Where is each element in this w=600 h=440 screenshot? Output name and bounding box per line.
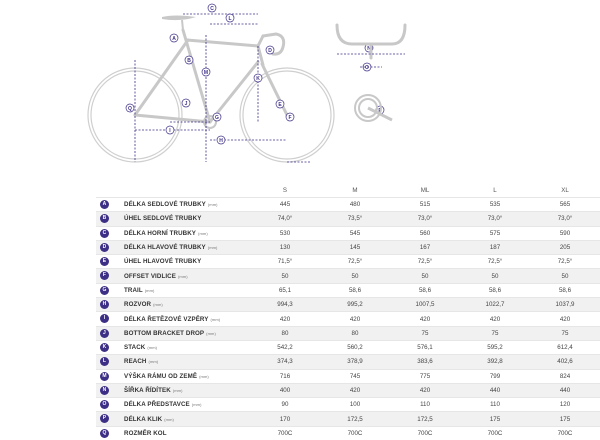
row-value: 400 [250, 383, 320, 397]
size-header: XL [561, 186, 569, 194]
dim-label-f [286, 113, 294, 121]
row-value: 420 [320, 383, 390, 397]
row-value: 420 [460, 312, 530, 326]
svg-text:G: G [215, 114, 219, 121]
svg-text:L: L [228, 15, 232, 22]
row-unit: (mm) [177, 273, 188, 279]
row-name: DÉLKA ŘETĚZOVÉ VZPĚRY [124, 315, 209, 323]
row-unit: (mm) [210, 316, 221, 322]
row-name: TRAIL [124, 286, 143, 294]
geometry-table [96, 183, 600, 440]
row-unit: (mm) [191, 402, 202, 408]
row-name: DÉLKA HORNÍ TRUBKY [124, 229, 197, 237]
dim-label-a [170, 34, 178, 42]
svg-text:Q: Q [128, 105, 132, 112]
row-letter-badge: A [100, 200, 109, 209]
row-name: DÉLKA HLAVOVÉ TRUBKY [124, 244, 206, 252]
row-value: 392,8 [460, 355, 530, 369]
row-label [96, 255, 250, 269]
dim-label-h [217, 136, 225, 144]
row-value: 75 [460, 326, 530, 340]
row-name: ROZMĚR KOL [124, 429, 167, 437]
bike-geometry-diagram [0, 0, 600, 182]
svg-text:M: M [203, 69, 209, 76]
crankset-view [355, 95, 392, 121]
row-name: REACH [124, 358, 147, 366]
row-value: 172,5 [390, 412, 460, 426]
dim-label-b [185, 56, 193, 64]
row-value: 110 [460, 398, 530, 412]
row-value: 65,1 [250, 283, 320, 297]
dim-label-q [126, 104, 134, 112]
saddle [162, 16, 196, 21]
row-name: ÚHEL HLAVOVÉ TRUBKY [124, 258, 202, 266]
row-letter-badge: P [100, 414, 109, 423]
row-value: 575 [460, 226, 530, 240]
row-value: 71,5° [250, 255, 320, 269]
row-value: 205 [530, 240, 600, 254]
row-letter-badge: F [100, 271, 109, 280]
size-header: S [282, 186, 288, 194]
row-value: 775 [390, 369, 460, 383]
row-value: 716 [250, 369, 320, 383]
row-value: 80 [320, 326, 390, 340]
row-value: 420 [530, 312, 600, 326]
dim-label-d [266, 46, 274, 54]
row-value: 72,5° [390, 255, 460, 269]
row-unit: (mm) [144, 287, 155, 293]
table-row [96, 312, 600, 326]
row-value: 50 [530, 269, 600, 283]
bike-frame [135, 30, 287, 122]
svg-text:C: C [210, 5, 214, 12]
row-label [96, 298, 250, 312]
row-unit: (mm) [147, 345, 158, 351]
row-label [96, 383, 250, 397]
row-value: 378,9 [320, 355, 390, 369]
row-value: 1007,5 [390, 298, 460, 312]
row-name: BOTTOM BRACKET DROP [124, 329, 205, 337]
row-label [96, 326, 250, 340]
row-name: STACK [124, 344, 146, 352]
handlebar-top-view [337, 25, 405, 58]
row-unit: (mm) [153, 302, 163, 308]
dim-label-m [202, 68, 210, 76]
row-value: 700C [390, 426, 460, 440]
svg-text:F: F [288, 114, 292, 121]
row-value: 700C [530, 426, 600, 440]
row-value: 172,5 [320, 412, 390, 426]
row-value: 73,0° [390, 212, 460, 226]
row-value: 383,6 [390, 355, 460, 369]
row-label [96, 398, 250, 412]
row-value: 58,6 [390, 283, 460, 297]
row-label [96, 355, 250, 369]
row-label [96, 283, 250, 297]
table-row [96, 240, 600, 254]
row-letter-badge: M [100, 372, 109, 381]
row-value: 50 [320, 269, 390, 283]
row-value: 542,2 [250, 340, 320, 354]
dim-label-l [226, 14, 234, 22]
row-unit: (mm) [148, 359, 159, 365]
svg-text:E: E [278, 101, 282, 108]
row-name: VÝŠKA RÁMU OD ZEMĚ [124, 372, 198, 380]
row-value: 535 [460, 198, 530, 212]
row-unit: (mm) [164, 416, 174, 422]
row-label [96, 369, 250, 383]
row-label [96, 340, 250, 354]
row-value: 590 [530, 226, 600, 240]
dim-label-k [254, 74, 262, 82]
row-name: DÉLKA KLIK [124, 415, 163, 423]
row-value: 58,6 [320, 283, 390, 297]
row-value: 445 [250, 198, 320, 212]
row-unit: (mm) [207, 202, 218, 208]
row-letter-badge: D [100, 243, 109, 252]
row-value: 187 [460, 240, 530, 254]
svg-text:D: D [268, 47, 272, 54]
row-value: 545 [320, 226, 390, 240]
row-value: 100 [320, 398, 390, 412]
row-value: 1022,7 [460, 298, 530, 312]
table-row [96, 326, 600, 340]
table-row [96, 398, 600, 412]
table-row [96, 226, 600, 240]
row-value: 75 [530, 326, 600, 340]
svg-text:J: J [184, 100, 188, 107]
table-row [96, 340, 600, 354]
table-row [96, 283, 600, 297]
row-name: DÉLKA SEDLOVÉ TRUBKY [124, 201, 206, 209]
row-letter-badge: E [100, 257, 109, 266]
row-value: 745 [320, 369, 390, 383]
size-header-row [96, 183, 600, 198]
geometry-table-body [96, 198, 600, 440]
row-value: 50 [250, 269, 320, 283]
row-value: 995,2 [320, 298, 390, 312]
row-label [96, 312, 250, 326]
row-letter-badge: C [100, 229, 109, 238]
row-unit: (mm) [199, 373, 209, 379]
svg-text:O: O [365, 64, 369, 71]
row-value: 170 [250, 412, 320, 426]
row-label [96, 426, 250, 440]
svg-text:N: N [367, 45, 371, 52]
row-value: 130 [250, 240, 320, 254]
row-letter-badge: L [100, 357, 109, 366]
row-value: 824 [530, 369, 600, 383]
row-value: 58,6 [530, 283, 600, 297]
size-header: M [352, 186, 358, 194]
row-value: 73,0° [530, 212, 600, 226]
dim-label-c [208, 4, 216, 12]
row-value: 994,3 [250, 298, 320, 312]
svg-text:A: A [172, 35, 176, 42]
row-letter-badge: K [100, 343, 109, 352]
row-value: 530 [250, 226, 320, 240]
table-row [96, 426, 600, 440]
row-label [96, 240, 250, 254]
row-value: 72,5° [320, 255, 390, 269]
row-value: 420 [250, 312, 320, 326]
table-row [96, 383, 600, 397]
row-letter-badge: N [100, 386, 109, 395]
dim-label-i [166, 126, 174, 134]
row-label [96, 212, 250, 226]
row-value: 73,5° [320, 212, 390, 226]
row-unit: (mm) [206, 330, 216, 336]
svg-text:B: B [187, 57, 191, 64]
row-value: 72,5° [460, 255, 530, 269]
size-header: ML [420, 186, 430, 194]
row-letter-badge: H [100, 300, 109, 309]
dim-label-g [213, 113, 221, 121]
row-value: 74,0° [250, 212, 320, 226]
row-unit: (mm) [207, 245, 218, 251]
row-value: 50 [390, 269, 460, 283]
table-row [96, 212, 600, 226]
row-label [96, 198, 250, 212]
row-letter-badge: J [100, 329, 109, 338]
row-value: 420 [320, 312, 390, 326]
dim-label-e [276, 100, 284, 108]
row-name: ŠÍŘKA ŘÍDÍTEK [124, 387, 171, 394]
row-value: 700C [460, 426, 530, 440]
row-name: ÚHEL SEDLOVÉ TRUBKY [124, 215, 202, 223]
row-letter-badge: B [100, 214, 109, 223]
row-label [96, 226, 250, 240]
dim-label-j [182, 99, 190, 107]
row-value: 58,6 [460, 283, 530, 297]
row-value: 440 [460, 383, 530, 397]
row-value: 515 [390, 198, 460, 212]
table-row [96, 255, 600, 269]
row-name: DÉLKA PŘEDSTAVCE [124, 401, 190, 409]
row-value: 73,0° [460, 212, 530, 226]
row-value: 175 [530, 412, 600, 426]
size-header: L [493, 186, 497, 194]
table-row [96, 298, 600, 312]
row-unit: (mm) [198, 230, 208, 236]
row-value: 175 [460, 412, 530, 426]
row-name: ROZVOR [124, 301, 152, 309]
row-value: 145 [320, 240, 390, 254]
row-value: 560 [390, 226, 460, 240]
row-value: 50 [460, 269, 530, 283]
row-letter-badge: I [100, 314, 109, 323]
row-value: 799 [460, 369, 530, 383]
row-value: 420 [390, 383, 460, 397]
row-value: 480 [320, 198, 390, 212]
row-value: 576,1 [390, 340, 460, 354]
row-value: 612,4 [530, 340, 600, 354]
table-row [96, 412, 600, 426]
row-label [96, 412, 250, 426]
row-value: 1037,9 [530, 298, 600, 312]
svg-text:I: I [169, 127, 171, 134]
row-value: 167 [390, 240, 460, 254]
svg-text:K: K [256, 75, 260, 82]
row-value: 402,6 [530, 355, 600, 369]
row-letter-badge: O [100, 400, 109, 409]
row-value: 440 [530, 383, 600, 397]
row-value: 90 [250, 398, 320, 412]
svg-text:H: H [219, 137, 223, 144]
row-value: 80 [250, 326, 320, 340]
row-value: 374,3 [250, 355, 320, 369]
row-value: 595,2 [460, 340, 530, 354]
row-label [96, 269, 250, 283]
row-value: 700C [320, 426, 390, 440]
row-value: 110 [390, 398, 460, 412]
row-value: 700C [250, 426, 320, 440]
row-letter-badge: Q [100, 429, 109, 438]
table-row [96, 355, 600, 369]
row-value: 75 [390, 326, 460, 340]
row-value: 420 [390, 312, 460, 326]
row-unit: (mm) [172, 388, 183, 393]
header-blank [96, 183, 250, 198]
row-value: 565 [530, 198, 600, 212]
row-value: 120 [530, 398, 600, 412]
row-value: 72,5° [530, 255, 600, 269]
table-row [96, 369, 600, 383]
svg-text:P: P [378, 107, 382, 114]
table-row [96, 269, 600, 283]
table-row [96, 198, 600, 212]
row-name: OFFSET VIDLICE [124, 272, 176, 280]
row-letter-badge: G [100, 286, 109, 295]
row-value: 560,2 [320, 340, 390, 354]
